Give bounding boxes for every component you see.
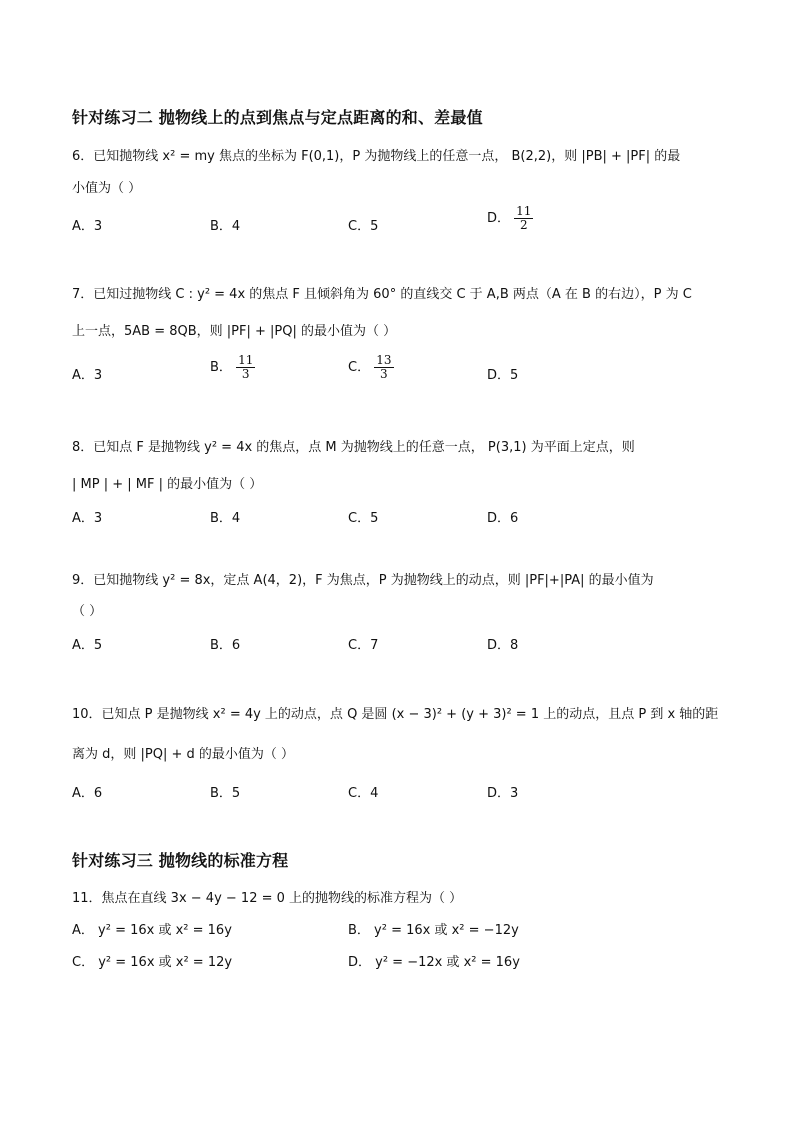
fraction-denominator: 3 [380, 367, 388, 381]
question-7-option-c [348, 354, 394, 381]
question-11-option-b: B． y² = 16x 或 x² = −12y [348, 923, 519, 938]
question-8-line-1: 8．已知点 F 是抛物线 y² = 4x 的焦点，点 M 为抛物线上的任意一点， P(3,1) 为平面上定点，则 [72, 440, 635, 455]
question-9-line-2: （ ） [72, 604, 103, 619]
question-10-option-a: A．6 [72, 786, 103, 801]
question-9-option-c: C．7 [348, 638, 379, 653]
question-6-option-c: C．5 [348, 219, 379, 234]
question-11-option-d: D． y² = −12x 或 x² = 16y [348, 955, 520, 970]
question-8-line-2: | MP | + | MF | 的最小值为（ ） [72, 477, 263, 492]
question-10-option-c: C．4 [348, 786, 379, 801]
question-11-line-1: 11．焦点在直线 3x − 4y − 12 = 0 上的抛物线的标准方程为（ ） [72, 891, 463, 906]
question-7-option-a: A．3 [72, 368, 103, 383]
question-10-option-b: B．5 [210, 786, 241, 801]
question-7-option-b-fraction [236, 354, 255, 381]
question-7-option-d: D．5 [487, 368, 519, 383]
question-7-line-1: 7．已知过抛物线 C : y² = 4x 的焦点 F 且倾斜角为 60° 的直线交 C 于 A,B 两点（A 在 B 的右边），P 为 C [72, 287, 692, 302]
section-heading-3: 针对练习三 抛物线的标准方程 [72, 851, 289, 870]
question-10-option-d: D．3 [487, 786, 519, 801]
question-11-option-a: A． y² = 16x 或 x² = 16y [72, 923, 232, 938]
question-6-line-2: 小值为（ ） [72, 181, 142, 196]
question-6-option-d-fraction [514, 205, 533, 232]
fraction-numerator: 11 [516, 204, 532, 218]
question-10-line-1: 10．已知点 P 是抛物线 x² = 4y 上的动点，点 Q 是圆 (x − 3)² + (y + 3)² = 1 上的动点，且点 P 到 x 轴的距 [72, 707, 719, 722]
section-heading-2: 针对练习二 抛物线上的点到焦点与定点距离的和、差最值 [72, 108, 483, 127]
question-7-option-b-label: B． [210, 360, 232, 375]
question-6-line-1: 6．已知抛物线 x² = my 焦点的坐标为 F(0,1)，P 为抛物线上的任意一点， B(2,2)，则 |PB| + |PF| 的最 [72, 149, 681, 164]
question-11-option-c: C． y² = 16x 或 x² = 12y [72, 955, 233, 970]
question-8-option-d: D．6 [487, 511, 519, 526]
fraction-denominator: 2 [519, 218, 528, 232]
question-7-line-2: 上一点，5AB = 8QB，则 |PF| + |PQ| 的最小值为（ ） [72, 324, 397, 339]
question-6-option-b: B．4 [210, 219, 241, 234]
fraction-numerator: 11 [238, 353, 254, 367]
question-8-option-c: C．5 [348, 511, 379, 526]
question-10-line-2: 离为 d，则 |PQ| + d 的最小值为（ ） [72, 747, 295, 762]
question-9-option-d: D．8 [487, 638, 519, 653]
question-6-option-d-label: D． [487, 211, 511, 226]
question-7-option-c-fraction [374, 354, 393, 381]
question-6-option-d [487, 205, 533, 232]
fraction-denominator: 3 [241, 367, 250, 381]
question-9-line-1: 9．已知抛物线 y² = 8x，定点 A(4，2)，F 为焦点，P 为抛物线上的动点，则 |PF|+|PA| 的最小值为 [72, 573, 654, 588]
question-7-option-b [210, 354, 255, 381]
question-9-option-b: B．6 [210, 638, 241, 653]
question-8-option-a: A．3 [72, 511, 103, 526]
question-7-option-c-label: C． [348, 360, 371, 375]
question-6-option-a: A．3 [72, 219, 103, 234]
fraction-numerator: 13 [376, 353, 392, 367]
question-9-option-a: A．5 [72, 638, 103, 653]
question-8-option-b: B．4 [210, 511, 241, 526]
